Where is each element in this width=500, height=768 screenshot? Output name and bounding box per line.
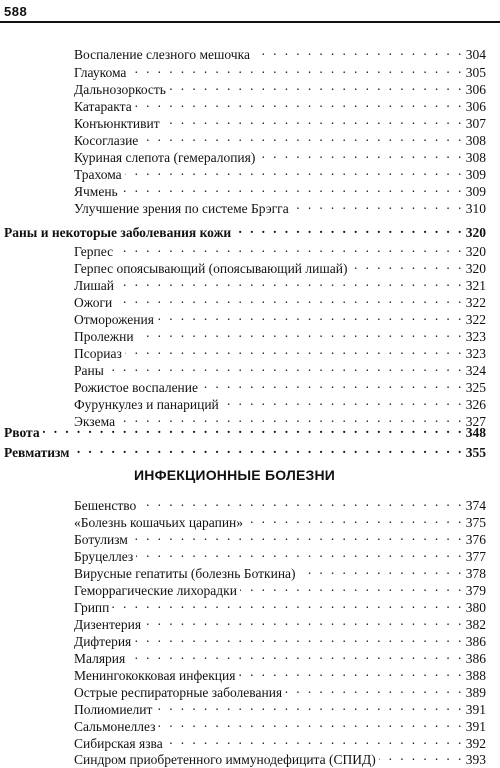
entry-title: Бруцеллез (74, 549, 134, 564)
dot-leader (128, 647, 464, 663)
dot-leader (169, 78, 464, 94)
entry-title: Полиомиелит (74, 702, 153, 717)
entry-page: 391 (465, 702, 486, 717)
dot-leader (285, 681, 464, 697)
toc-entry (74, 511, 486, 530)
dot-leader (253, 43, 464, 59)
section-page: 320 (465, 225, 486, 240)
section-page: 348 (465, 425, 486, 440)
entry-page: 389 (465, 685, 486, 700)
entry-title: Отморожения (74, 312, 154, 327)
entry-title: Катаракта (74, 99, 132, 114)
dot-leader (134, 630, 463, 646)
toc-entry (74, 180, 486, 199)
toc-entry (74, 732, 486, 751)
entry-title: Ячмень (74, 184, 118, 199)
toc-entry (74, 681, 486, 700)
entry-page: 327 (465, 414, 486, 429)
toc-entry (74, 197, 486, 216)
toc-entry (74, 579, 486, 598)
dot-leader (240, 579, 464, 595)
header-rule (0, 21, 500, 23)
entry-title: Рожистое воспаление (74, 380, 198, 395)
section-page: 355 (465, 445, 486, 460)
toc-entry (74, 163, 486, 182)
entry-page: 320 (465, 244, 486, 259)
entry-page: 323 (465, 346, 486, 361)
dot-leader (115, 291, 463, 307)
dot-leader (141, 129, 463, 145)
toc-entry (74, 291, 486, 310)
entry-page: 382 (465, 617, 486, 632)
toc-entry (74, 647, 486, 666)
dot-leader (129, 61, 463, 77)
entry-title: Бешенство (74, 498, 137, 513)
entry-page: 309 (465, 184, 486, 199)
toc-entry (74, 308, 486, 327)
toc-entry (74, 528, 486, 547)
dot-leader (125, 342, 464, 358)
dot-leader (157, 308, 464, 324)
dot-leader (299, 562, 464, 578)
dot-leader (117, 274, 464, 290)
dot-leader (222, 393, 464, 409)
entry-page: 322 (465, 295, 486, 310)
dot-leader (116, 240, 464, 256)
dot-leader (292, 197, 464, 213)
entry-title: Сибирская язва (74, 736, 163, 751)
entry-page: 379 (465, 583, 486, 598)
dot-leader (238, 664, 463, 680)
toc-section (4, 221, 486, 240)
toc-entry (74, 129, 486, 148)
entry-title: Воспаление слезного мешочка (74, 47, 250, 62)
toc-entry (74, 596, 486, 615)
entry-page: 391 (465, 719, 486, 734)
toc-entry (74, 78, 486, 97)
entry-title: Конъюнктивит (74, 116, 160, 131)
toc-entry (74, 494, 486, 513)
entry-title: Куриная слепота (гемералопия) (74, 150, 256, 165)
entry-title: Геморрагические лихорадки (74, 583, 237, 598)
dot-leader (158, 715, 463, 731)
toc-entry (74, 376, 486, 395)
entry-page: 375 (465, 515, 486, 530)
entry-title: Герпес (74, 244, 114, 259)
entry-title: Дизентерия (74, 617, 142, 632)
dot-leader (139, 494, 463, 510)
toc-entry (74, 325, 486, 344)
entry-page: 376 (465, 532, 486, 547)
dot-leader (136, 545, 463, 561)
entry-title: Синдром приобретенного иммунодефицита (СПИД) (74, 752, 376, 767)
entry-title: Трахома (74, 167, 122, 182)
entry-page: 307 (465, 116, 486, 131)
entry-page: 393 (465, 752, 486, 767)
entry-page: 325 (465, 380, 486, 395)
entry-page: 380 (465, 600, 486, 615)
entry-title: Дальнозоркость (74, 82, 166, 97)
toc-entry (74, 146, 486, 165)
dot-leader (135, 95, 464, 111)
dot-leader (107, 359, 464, 375)
entry-title: Ботулизм (74, 532, 128, 547)
dot-leader (163, 112, 464, 128)
toc-entry (74, 95, 486, 114)
toc-entry (74, 240, 486, 259)
entry-page: 308 (465, 150, 486, 165)
entry-page: 388 (465, 668, 486, 683)
dot-leader (234, 221, 464, 237)
entry-title: Экзема (74, 414, 116, 429)
entry-page: 386 (465, 651, 486, 666)
entry-title: Вирусные гепатиты (болезнь Боткина) (74, 566, 296, 581)
entry-title: Грипп (74, 600, 110, 615)
section-title: Рвота (4, 425, 40, 440)
dot-leader (258, 146, 463, 162)
entry-page: 310 (465, 201, 486, 216)
entry-page: 304 (465, 47, 486, 62)
entry-title: Улучшение зрения по системе Брэгга (74, 201, 289, 216)
page-header (0, 0, 500, 26)
entry-page: 326 (465, 397, 486, 412)
entry-page: 386 (465, 634, 486, 649)
entry-page: 305 (465, 65, 486, 80)
entry-title: «Болезнь кошачьих царапин» (74, 515, 244, 530)
toc-entry (74, 112, 486, 131)
entry-title: Фурункулез и панариций (74, 397, 219, 412)
entry-title: Сальмонеллез (74, 719, 156, 734)
toc-entry (74, 630, 486, 649)
toc-entry (74, 545, 486, 564)
toc-entry (74, 257, 486, 276)
entry-title: Лишай (74, 278, 114, 293)
dot-leader (155, 698, 463, 714)
entry-page: 306 (465, 99, 486, 114)
entry-title: Малярия (74, 651, 126, 666)
toc-entry (74, 359, 486, 378)
toc-entry (74, 748, 486, 767)
infectious-diseases-heading: ИНФЕКЦИОННЫЕ БОЛЕЗНИ (134, 467, 336, 483)
entry-title: Дифтерия (74, 634, 132, 649)
toc-entry (74, 562, 486, 581)
entry-page: 320 (465, 261, 486, 276)
entry-page: 323 (465, 329, 486, 344)
toc-entry (74, 698, 486, 717)
entry-title: Герпес опоясывающий (опоясывающий лишай) (74, 261, 348, 276)
dot-leader (246, 511, 464, 527)
entry-title: Пролежни (74, 329, 134, 344)
section-title: Ревматизм (4, 445, 70, 460)
dot-leader (125, 163, 464, 179)
dot-leader (350, 257, 463, 273)
entry-title: Ожоги (74, 295, 113, 310)
entry-page: 308 (465, 133, 486, 148)
entry-title: Глаукома (74, 65, 127, 80)
dot-leader (131, 528, 464, 544)
dot-leader (112, 596, 463, 612)
entry-title: Косоглазие (74, 133, 139, 148)
toc-entry (74, 715, 486, 734)
dot-leader (144, 613, 464, 629)
dot-leader (379, 748, 464, 764)
entry-page: 324 (465, 363, 486, 378)
entry-page: 377 (465, 549, 486, 564)
entry-page: 392 (465, 736, 486, 751)
toc-entry (74, 61, 486, 80)
dot-leader (166, 732, 464, 748)
dot-leader (72, 441, 463, 457)
toc-section (4, 441, 486, 460)
toc-entry (74, 43, 486, 62)
entry-page: 306 (465, 82, 486, 97)
entry-page: 321 (465, 278, 486, 293)
dot-leader (137, 325, 464, 341)
section-title: Раны и некоторые заболевания кожи (4, 225, 232, 240)
dot-leader (201, 376, 464, 392)
toc-section (4, 421, 486, 440)
entry-title: Менингококковая инфекция (74, 668, 236, 683)
toc-entry (74, 393, 486, 412)
dot-leader (43, 421, 464, 437)
entry-page: 374 (465, 498, 486, 513)
toc-entry (74, 664, 486, 683)
entry-title: Раны (74, 363, 104, 378)
entry-title: Острые респираторные заболевания (74, 685, 283, 700)
entry-page: 309 (465, 167, 486, 182)
entry-page: 378 (465, 566, 486, 581)
toc-entry (74, 613, 486, 632)
entry-page: 322 (465, 312, 486, 327)
entry-title: Псориаз (74, 346, 122, 361)
page-number: 588 (4, 4, 28, 19)
toc-entry (74, 274, 486, 293)
dot-leader (121, 180, 464, 196)
toc-entry (74, 342, 486, 361)
